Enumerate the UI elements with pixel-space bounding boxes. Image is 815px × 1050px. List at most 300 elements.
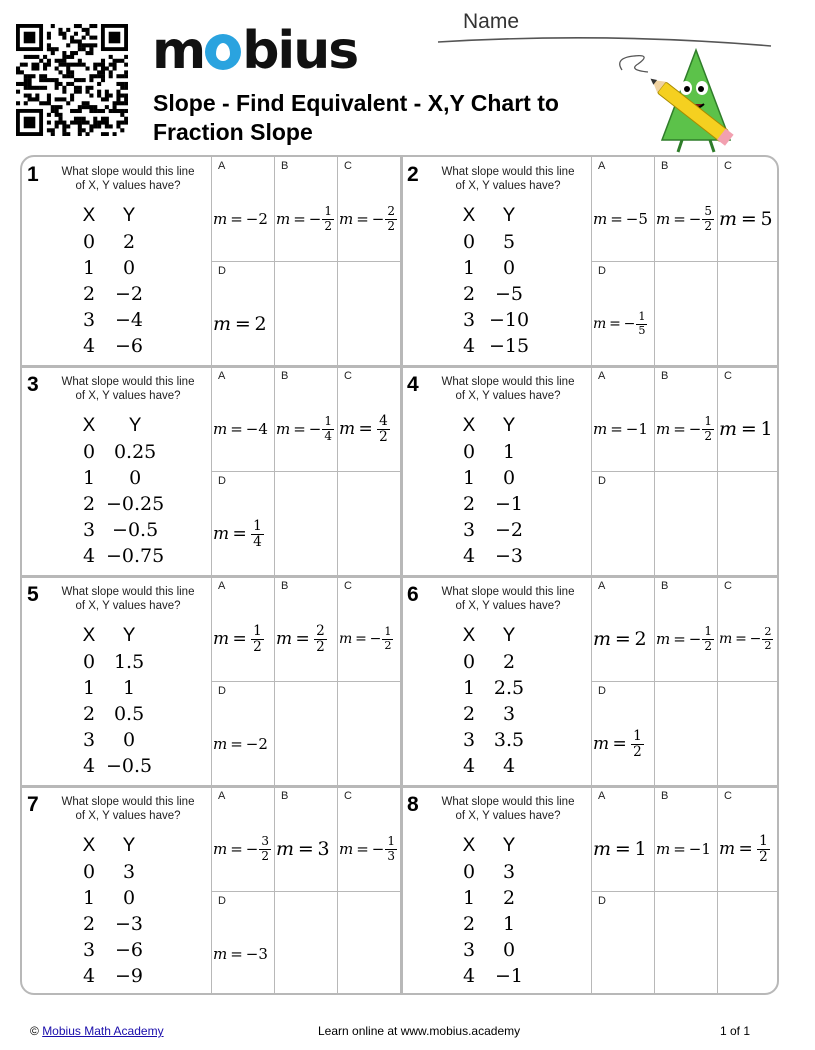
equals-sign: =: [290, 420, 309, 438]
page-number: 1 of 1: [720, 1024, 751, 1038]
sign: −: [623, 316, 636, 332]
equals-sign: =: [290, 210, 309, 228]
logo-drop-icon: [205, 34, 241, 70]
choice-label: A: [218, 160, 226, 172]
x-value: 0: [82, 861, 96, 883]
fraction: [757, 834, 770, 865]
fraction: [702, 625, 714, 652]
choice-label: B: [661, 580, 669, 592]
choice-label: D: [598, 685, 606, 697]
choice-value: 1: [634, 838, 647, 860]
problem-panel: [22, 367, 212, 576]
x-value: 0: [82, 231, 96, 253]
sign: −: [749, 631, 762, 647]
equals-sign: =: [607, 210, 626, 228]
problem-cell: [22, 577, 401, 786]
equals-sign: =: [670, 210, 689, 228]
x-value: 2: [462, 703, 476, 725]
choice-expression: [213, 288, 267, 360]
table-row: [72, 439, 164, 465]
answer-choice-box[interactable]: [655, 157, 718, 262]
numerator: 1: [253, 622, 262, 639]
choice-expression: [339, 393, 391, 465]
denominator: 2: [253, 638, 262, 655]
denominator: 2: [384, 638, 392, 652]
x-value: 3: [82, 309, 96, 331]
denominator: 2: [764, 638, 772, 652]
problem-question: What slope would this line of X, Y values have?: [441, 166, 575, 192]
choice-label: A: [598, 160, 606, 172]
problem-number: 7: [27, 793, 39, 816]
m-variable: m: [276, 629, 293, 649]
fraction: [259, 835, 271, 862]
problem-question: What slope would this line of X, Y values have?: [61, 166, 195, 192]
x-value: 4: [82, 755, 96, 777]
x-value: 3: [82, 519, 96, 541]
table-row: [72, 727, 152, 753]
answer-choice-box[interactable]: [275, 157, 338, 262]
table-row: [452, 963, 532, 989]
footer-website-text: Learn online at www.mobius.academy: [318, 1024, 521, 1038]
choice-value: 2: [634, 628, 647, 650]
x-value: 0: [462, 861, 476, 883]
answer-choice-box[interactable]: [275, 262, 338, 366]
equals-sign: =: [737, 208, 761, 230]
m-variable: m: [213, 420, 228, 438]
answer-choice-box[interactable]: [338, 262, 401, 366]
answer-choice-box[interactable]: [212, 262, 275, 366]
choice-label: D: [218, 685, 226, 697]
y-value: −3: [114, 913, 143, 935]
table-row: [452, 439, 532, 465]
equals-sign: =: [227, 210, 246, 228]
problem-cell: [22, 367, 401, 576]
answer-choice-box[interactable]: [655, 367, 718, 472]
problem-question: What slope would this line of X, Y values have?: [61, 796, 195, 822]
choice-label: B: [661, 370, 669, 382]
xy-table: [72, 623, 152, 779]
x-value: 0: [462, 231, 476, 253]
table-row: [452, 517, 532, 543]
choice-expression: [593, 813, 647, 885]
choice-expression: [213, 393, 268, 465]
sign: −: [371, 210, 385, 228]
equals-sign: =: [670, 630, 689, 648]
x-value: 4: [82, 965, 96, 987]
equals-sign: =: [352, 631, 370, 647]
y-value: −0.75: [106, 545, 165, 567]
equals-sign: =: [227, 735, 246, 753]
table-row: [452, 911, 532, 937]
table-row: [72, 859, 152, 885]
m-variable: m: [213, 945, 228, 963]
m-variable: m: [276, 420, 291, 438]
x-value: 4: [462, 755, 476, 777]
choice-label: C: [724, 160, 732, 172]
table-row: [72, 281, 152, 307]
sign: −: [688, 210, 702, 228]
y-header: Y: [502, 835, 516, 856]
m-variable: m: [213, 840, 228, 858]
y-header: Y: [122, 205, 136, 226]
problem-panel: [402, 787, 592, 995]
x-value: 3: [82, 729, 96, 751]
denominator: 2: [704, 428, 713, 443]
choice-label: C: [724, 370, 732, 382]
y-value: 0: [129, 467, 142, 489]
x-header: X: [462, 415, 476, 436]
sign: −: [625, 210, 639, 228]
sign: −: [245, 420, 259, 438]
x-value: 4: [82, 335, 96, 357]
choice-label: C: [344, 370, 352, 382]
y-value: −0.5: [106, 755, 153, 777]
table-row: [452, 491, 532, 517]
denominator: 2: [316, 638, 325, 655]
equals-sign: =: [732, 631, 750, 647]
answer-choice-box[interactable]: [212, 682, 275, 786]
choice-expression: [276, 393, 335, 465]
xy-table: [452, 203, 532, 359]
choice-expression: [276, 183, 335, 255]
choice-expression: [656, 603, 715, 675]
numerator: 1: [704, 624, 713, 639]
y-value: −15: [488, 335, 530, 357]
m-variable: m: [656, 630, 671, 648]
table-row: [72, 465, 164, 491]
answer-choice-box[interactable]: [655, 472, 718, 576]
answer-choice-box[interactable]: [212, 787, 275, 892]
equals-sign: =: [229, 524, 251, 544]
y-value: −3: [494, 545, 523, 567]
problem-question: What slope would this line of X, Y values have?: [441, 586, 575, 612]
fraction: [251, 624, 264, 655]
choice-expression: [656, 183, 715, 255]
equals-sign: =: [670, 840, 689, 858]
answer-choice-box[interactable]: [338, 367, 401, 472]
numerator: 1: [387, 834, 396, 849]
answer-choice-box[interactable]: [212, 472, 275, 576]
y-value: 3: [502, 861, 516, 883]
choice-label: B: [661, 160, 669, 172]
equals-sign: =: [229, 629, 251, 649]
y-value: −2: [114, 283, 143, 305]
mobius-logo: [152, 22, 357, 80]
x-value: 3: [462, 729, 476, 751]
x-value: 2: [82, 493, 96, 515]
x-value: 1: [82, 887, 96, 909]
answer-choice-box[interactable]: [718, 157, 779, 262]
problem-panel: [402, 577, 592, 786]
equals-sign: =: [670, 420, 689, 438]
table-row: [452, 937, 532, 963]
answer-choice-box[interactable]: [718, 892, 779, 995]
answer-choice-box[interactable]: [275, 472, 338, 576]
choice-expression: [719, 813, 771, 885]
m-variable: m: [593, 734, 610, 754]
table-row: [452, 675, 532, 701]
x-value: 1: [462, 467, 476, 489]
choice-label: C: [344, 160, 352, 172]
table-row: [452, 465, 532, 491]
table-row: [452, 333, 532, 359]
denominator: 4: [324, 428, 333, 443]
y-value: 1: [123, 677, 136, 699]
denominator: 2: [759, 848, 768, 865]
fraction: [251, 519, 264, 550]
m-variable: m: [213, 629, 230, 649]
m-variable: m: [656, 420, 671, 438]
answer-choice-box[interactable]: [592, 367, 655, 472]
answer-choice-box[interactable]: [338, 472, 401, 576]
choice-label: D: [598, 265, 606, 277]
answer-choice-box[interactable]: [212, 892, 275, 995]
denominator: 2: [324, 218, 333, 233]
table-row: [72, 701, 152, 727]
x-value: 0: [82, 651, 96, 673]
choice-value: 1: [760, 418, 773, 440]
equals-sign: =: [353, 840, 372, 858]
y-value: −0.5: [112, 519, 159, 541]
answer-choice-box[interactable]: [338, 892, 401, 995]
numerator: 2: [387, 204, 396, 219]
y-value: 2: [502, 651, 516, 673]
numerator: 1: [324, 414, 333, 429]
choice-expression: [593, 708, 645, 780]
x-value: 2: [82, 283, 96, 305]
choice-value: 1: [701, 840, 711, 858]
m-variable: m: [656, 210, 671, 228]
answer-choice-box[interactable]: [212, 367, 275, 472]
numerator: 1: [324, 204, 333, 219]
answer-choice-box[interactable]: [592, 682, 655, 786]
answer-choice-box[interactable]: [275, 892, 338, 995]
x-value: 4: [462, 335, 476, 357]
answer-choice-box[interactable]: [655, 682, 718, 786]
y-value: 0: [502, 257, 516, 279]
choice-expression: [213, 183, 268, 255]
choice-label: C: [344, 790, 352, 802]
table-row: [72, 229, 152, 255]
choice-expression: [213, 498, 265, 570]
answer-choice-box[interactable]: [338, 682, 401, 786]
m-variable: m: [339, 210, 354, 228]
table-row: [72, 543, 164, 569]
answer-choice-box[interactable]: [275, 577, 338, 682]
fraction: [314, 624, 327, 655]
problem-panel: [402, 157, 592, 366]
y-value: 0: [122, 887, 136, 909]
answer-choice-box[interactable]: [718, 577, 779, 682]
table-row: [72, 333, 152, 359]
answer-choice-box[interactable]: [655, 577, 718, 682]
equals-sign: =: [735, 839, 757, 859]
name-label: Name: [463, 10, 520, 33]
x-value: 3: [462, 939, 476, 961]
equals-sign: =: [611, 838, 635, 860]
fraction: [322, 415, 334, 442]
sign: −: [369, 631, 382, 647]
problem-number: 2: [407, 163, 419, 186]
table-row: [452, 727, 532, 753]
denominator: 3: [387, 848, 396, 863]
xy-table: [452, 623, 532, 779]
choice-value: 2: [254, 313, 267, 335]
problem-question: What slope would this line of X, Y values have?: [441, 376, 575, 402]
choice-label: B: [661, 790, 669, 802]
answer-choice-box[interactable]: [655, 262, 718, 366]
fraction: [377, 414, 390, 445]
y-value: 1: [502, 441, 516, 463]
y-value: 4: [502, 755, 516, 777]
choice-label: D: [218, 475, 226, 487]
y-value: 2.5: [493, 677, 525, 699]
denominator: 2: [704, 218, 713, 233]
y-value: 0: [502, 467, 516, 489]
problem-question: What slope would this line of X, Y values have?: [61, 376, 195, 402]
y-value: 1: [502, 913, 516, 935]
y-header: Y: [128, 415, 142, 436]
m-variable: m: [593, 316, 607, 332]
problem-panel: [22, 787, 212, 995]
table-row: [72, 911, 152, 937]
sign: −: [308, 210, 322, 228]
y-header: Y: [502, 415, 516, 436]
table-row: [452, 281, 532, 307]
answer-choice-box[interactable]: [338, 577, 401, 682]
choice-label: A: [598, 790, 606, 802]
x-header: X: [82, 625, 96, 646]
numerator: 2: [764, 625, 772, 639]
answer-choice-box[interactable]: [212, 157, 275, 262]
choice-expression: [339, 603, 394, 675]
y-value: 0: [123, 729, 136, 751]
m-variable: m: [593, 420, 608, 438]
equals-sign: =: [227, 945, 246, 963]
y-value: 0.5: [113, 703, 145, 725]
numerator: 1: [253, 517, 262, 534]
choice-expression: [719, 393, 773, 465]
x-value: 1: [462, 257, 476, 279]
table-row: [452, 859, 532, 885]
choice-label: C: [344, 580, 352, 592]
y-value: 5: [502, 231, 516, 253]
answer-choice-box[interactable]: [338, 787, 401, 892]
answer-choice-box[interactable]: [592, 157, 655, 262]
equals-sign: =: [231, 313, 255, 335]
problem-number: 4: [407, 373, 419, 396]
answer-choice-box[interactable]: [592, 577, 655, 682]
fraction: [702, 205, 714, 232]
answer-choice-box[interactable]: [275, 787, 338, 892]
choice-label: B: [281, 160, 289, 172]
x-value: 4: [82, 545, 96, 567]
table-row: [72, 753, 152, 779]
y-header: Y: [122, 835, 136, 856]
choice-label: C: [724, 580, 732, 592]
x-value: 3: [82, 939, 96, 961]
x-value: 2: [462, 913, 476, 935]
choice-expression: [719, 603, 774, 675]
numerator: 1: [704, 414, 713, 429]
answer-choice-box[interactable]: [275, 367, 338, 472]
column-divider: [400, 157, 403, 995]
mascot-pencil-triangle-icon: [612, 40, 742, 155]
choice-expression: [213, 708, 268, 780]
table-row: [72, 885, 152, 911]
answer-choice-box[interactable]: [275, 682, 338, 786]
x-value: 1: [462, 677, 476, 699]
table-row: [452, 649, 532, 675]
x-value: 2: [82, 703, 96, 725]
y-value: 0: [122, 257, 136, 279]
choice-expression: [339, 813, 398, 885]
answer-choice-box[interactable]: [655, 892, 718, 995]
denominator: 2: [633, 743, 642, 760]
table-row: [72, 255, 152, 281]
sign: −: [245, 840, 259, 858]
table-row: [452, 701, 532, 727]
copyright: © Mobius Math Academy: [30, 1024, 164, 1038]
fraction: [631, 729, 644, 760]
choice-label: D: [598, 895, 606, 907]
answer-choice-box[interactable]: [655, 787, 718, 892]
equals-sign: =: [355, 419, 377, 439]
equals-sign: =: [294, 838, 318, 860]
sign: −: [688, 420, 702, 438]
answer-choice-box[interactable]: [718, 472, 779, 576]
y-value: −1: [494, 965, 523, 987]
fraction: [382, 626, 393, 652]
mobius-academy-link[interactable]: Mobius Math Academy: [42, 1024, 164, 1038]
logo-m: m: [152, 21, 205, 81]
y-header: Y: [502, 205, 516, 226]
answer-choice-box[interactable]: [212, 577, 275, 682]
x-value: 2: [82, 913, 96, 935]
problem-number: 3: [27, 373, 39, 396]
answer-choice-box[interactable]: [718, 787, 779, 892]
y-value: 0: [502, 939, 516, 961]
numerator: 1: [638, 310, 646, 324]
y-value: −6: [114, 335, 143, 357]
x-value: 1: [462, 887, 476, 909]
sign: −: [688, 840, 702, 858]
x-value: 3: [462, 309, 476, 331]
answer-choice-box[interactable]: [718, 262, 779, 366]
table-row: [72, 649, 152, 675]
x-header: X: [82, 835, 96, 856]
answer-choice-box[interactable]: [338, 157, 401, 262]
answer-choice-box[interactable]: [592, 787, 655, 892]
choice-value: 3: [317, 838, 330, 860]
fraction: [762, 626, 773, 652]
answer-choice-box[interactable]: [718, 367, 779, 472]
answer-choice-box[interactable]: [718, 682, 779, 786]
choice-expression: [593, 288, 648, 360]
table-row: [452, 229, 532, 255]
answer-choice-box[interactable]: [592, 472, 655, 576]
equals-sign: =: [737, 418, 761, 440]
answer-choice-box[interactable]: [592, 892, 655, 995]
x-value: 0: [462, 651, 476, 673]
problem-panel: [402, 367, 592, 576]
fraction: [385, 835, 397, 862]
choice-label: B: [281, 370, 289, 382]
answer-choice-box[interactable]: [592, 262, 655, 366]
choice-expression: [719, 183, 773, 255]
choice-expression: [213, 813, 272, 885]
m-variable: m: [719, 839, 736, 859]
